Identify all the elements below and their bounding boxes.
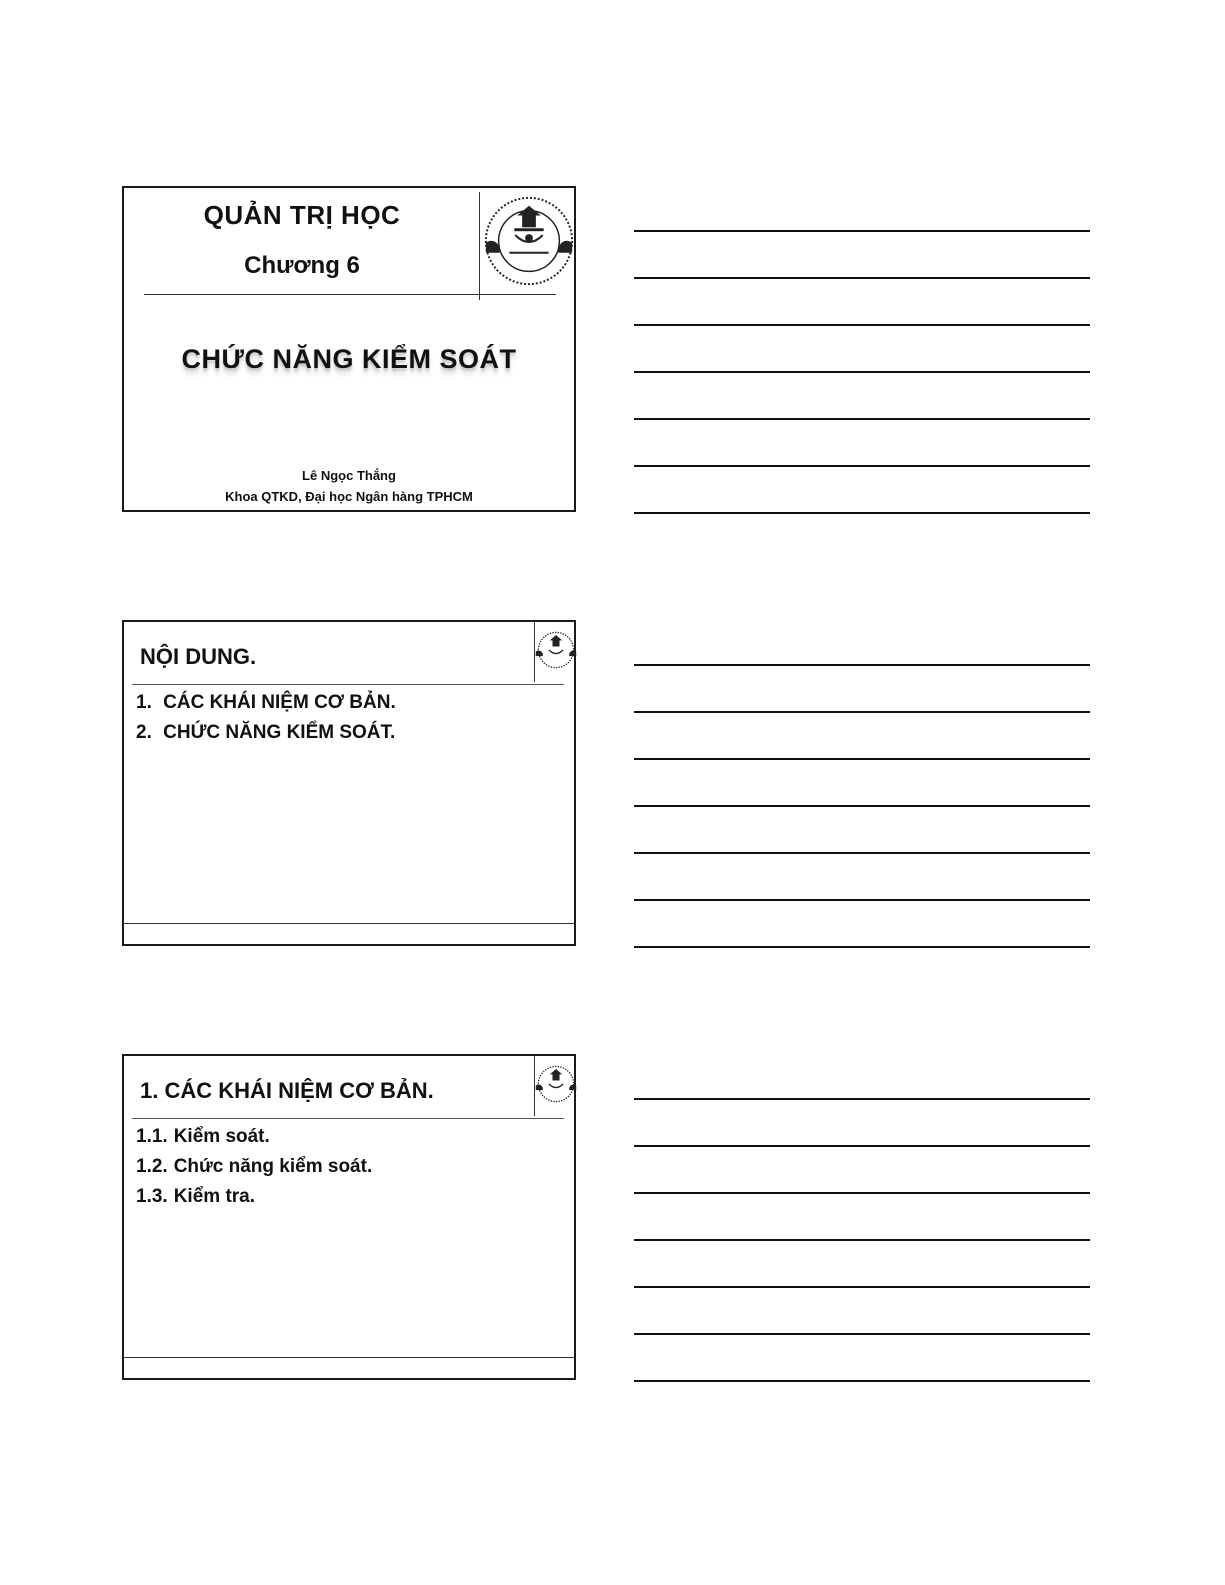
list-item-number: 1.2. [136,1156,168,1177]
chapter-label: Chương 6 [244,252,360,279]
note-line [634,1239,1090,1241]
slide-contents [122,620,576,946]
note-line [634,324,1090,326]
list-item-text: Kiểm tra. [173,1186,256,1207]
note-line [634,1286,1090,1288]
university-seal-icon [480,192,578,290]
note-line [634,852,1090,854]
note-line [634,1098,1090,1100]
slide-heading: CHỨC NĂNG KIỂM SOÁT [181,344,517,374]
slide-title [122,186,576,512]
list-item-number: 1. [136,692,152,713]
note-line [634,371,1090,373]
slide-title: 1. CÁC KHÁI NIỆM CƠ BẢN. [140,1078,434,1103]
footer-divider [124,1357,574,1358]
list-item [136,688,396,718]
note-line [634,758,1090,760]
university-seal-icon [534,628,578,672]
university-seal-icon [534,1062,578,1106]
slide-basic-concepts [122,1054,576,1380]
header-divider [132,684,564,685]
author-name: Lê Ngọc Thắng [302,468,396,483]
list-item-number: 1.3. [136,1186,168,1207]
list-item-text: Kiểm soát. [173,1126,270,1147]
note-line [634,512,1090,514]
list-item-text: CÁC KHÁI NIỆM CƠ BẢN. [163,692,396,713]
note-line [634,418,1090,420]
course-title: QUẢN TRỊ HỌC [203,200,401,230]
note-line [634,946,1090,948]
list-item-text: Chức năng kiểm soát. [173,1156,373,1177]
list-item-number: 2. [136,722,152,743]
note-line [634,1333,1090,1335]
note-line [634,1380,1090,1382]
note-line [634,1192,1090,1194]
list-item-text: CHỨC NĂNG KIỂM SOÁT. [163,722,396,743]
list-item-number: 1.1. [136,1126,168,1147]
note-line [634,465,1090,467]
note-line [634,899,1090,901]
note-line [634,230,1090,232]
note-line [634,664,1090,666]
note-line [634,805,1090,807]
note-line [634,711,1090,713]
contents-list [136,688,396,748]
concepts-list [136,1122,372,1212]
note-line [634,1145,1090,1147]
note-line [634,277,1090,279]
header-divider [132,1118,564,1119]
author-affiliation: Khoa QTKD, Đại học Ngân hàng TPHCM [225,489,473,504]
footer-divider [124,923,574,924]
list-item [136,718,396,748]
list-item [136,1122,372,1152]
list-item [136,1182,372,1212]
header-divider [144,294,556,295]
slide-title: NỘI DUNG. [140,644,257,669]
list-item [136,1152,372,1182]
